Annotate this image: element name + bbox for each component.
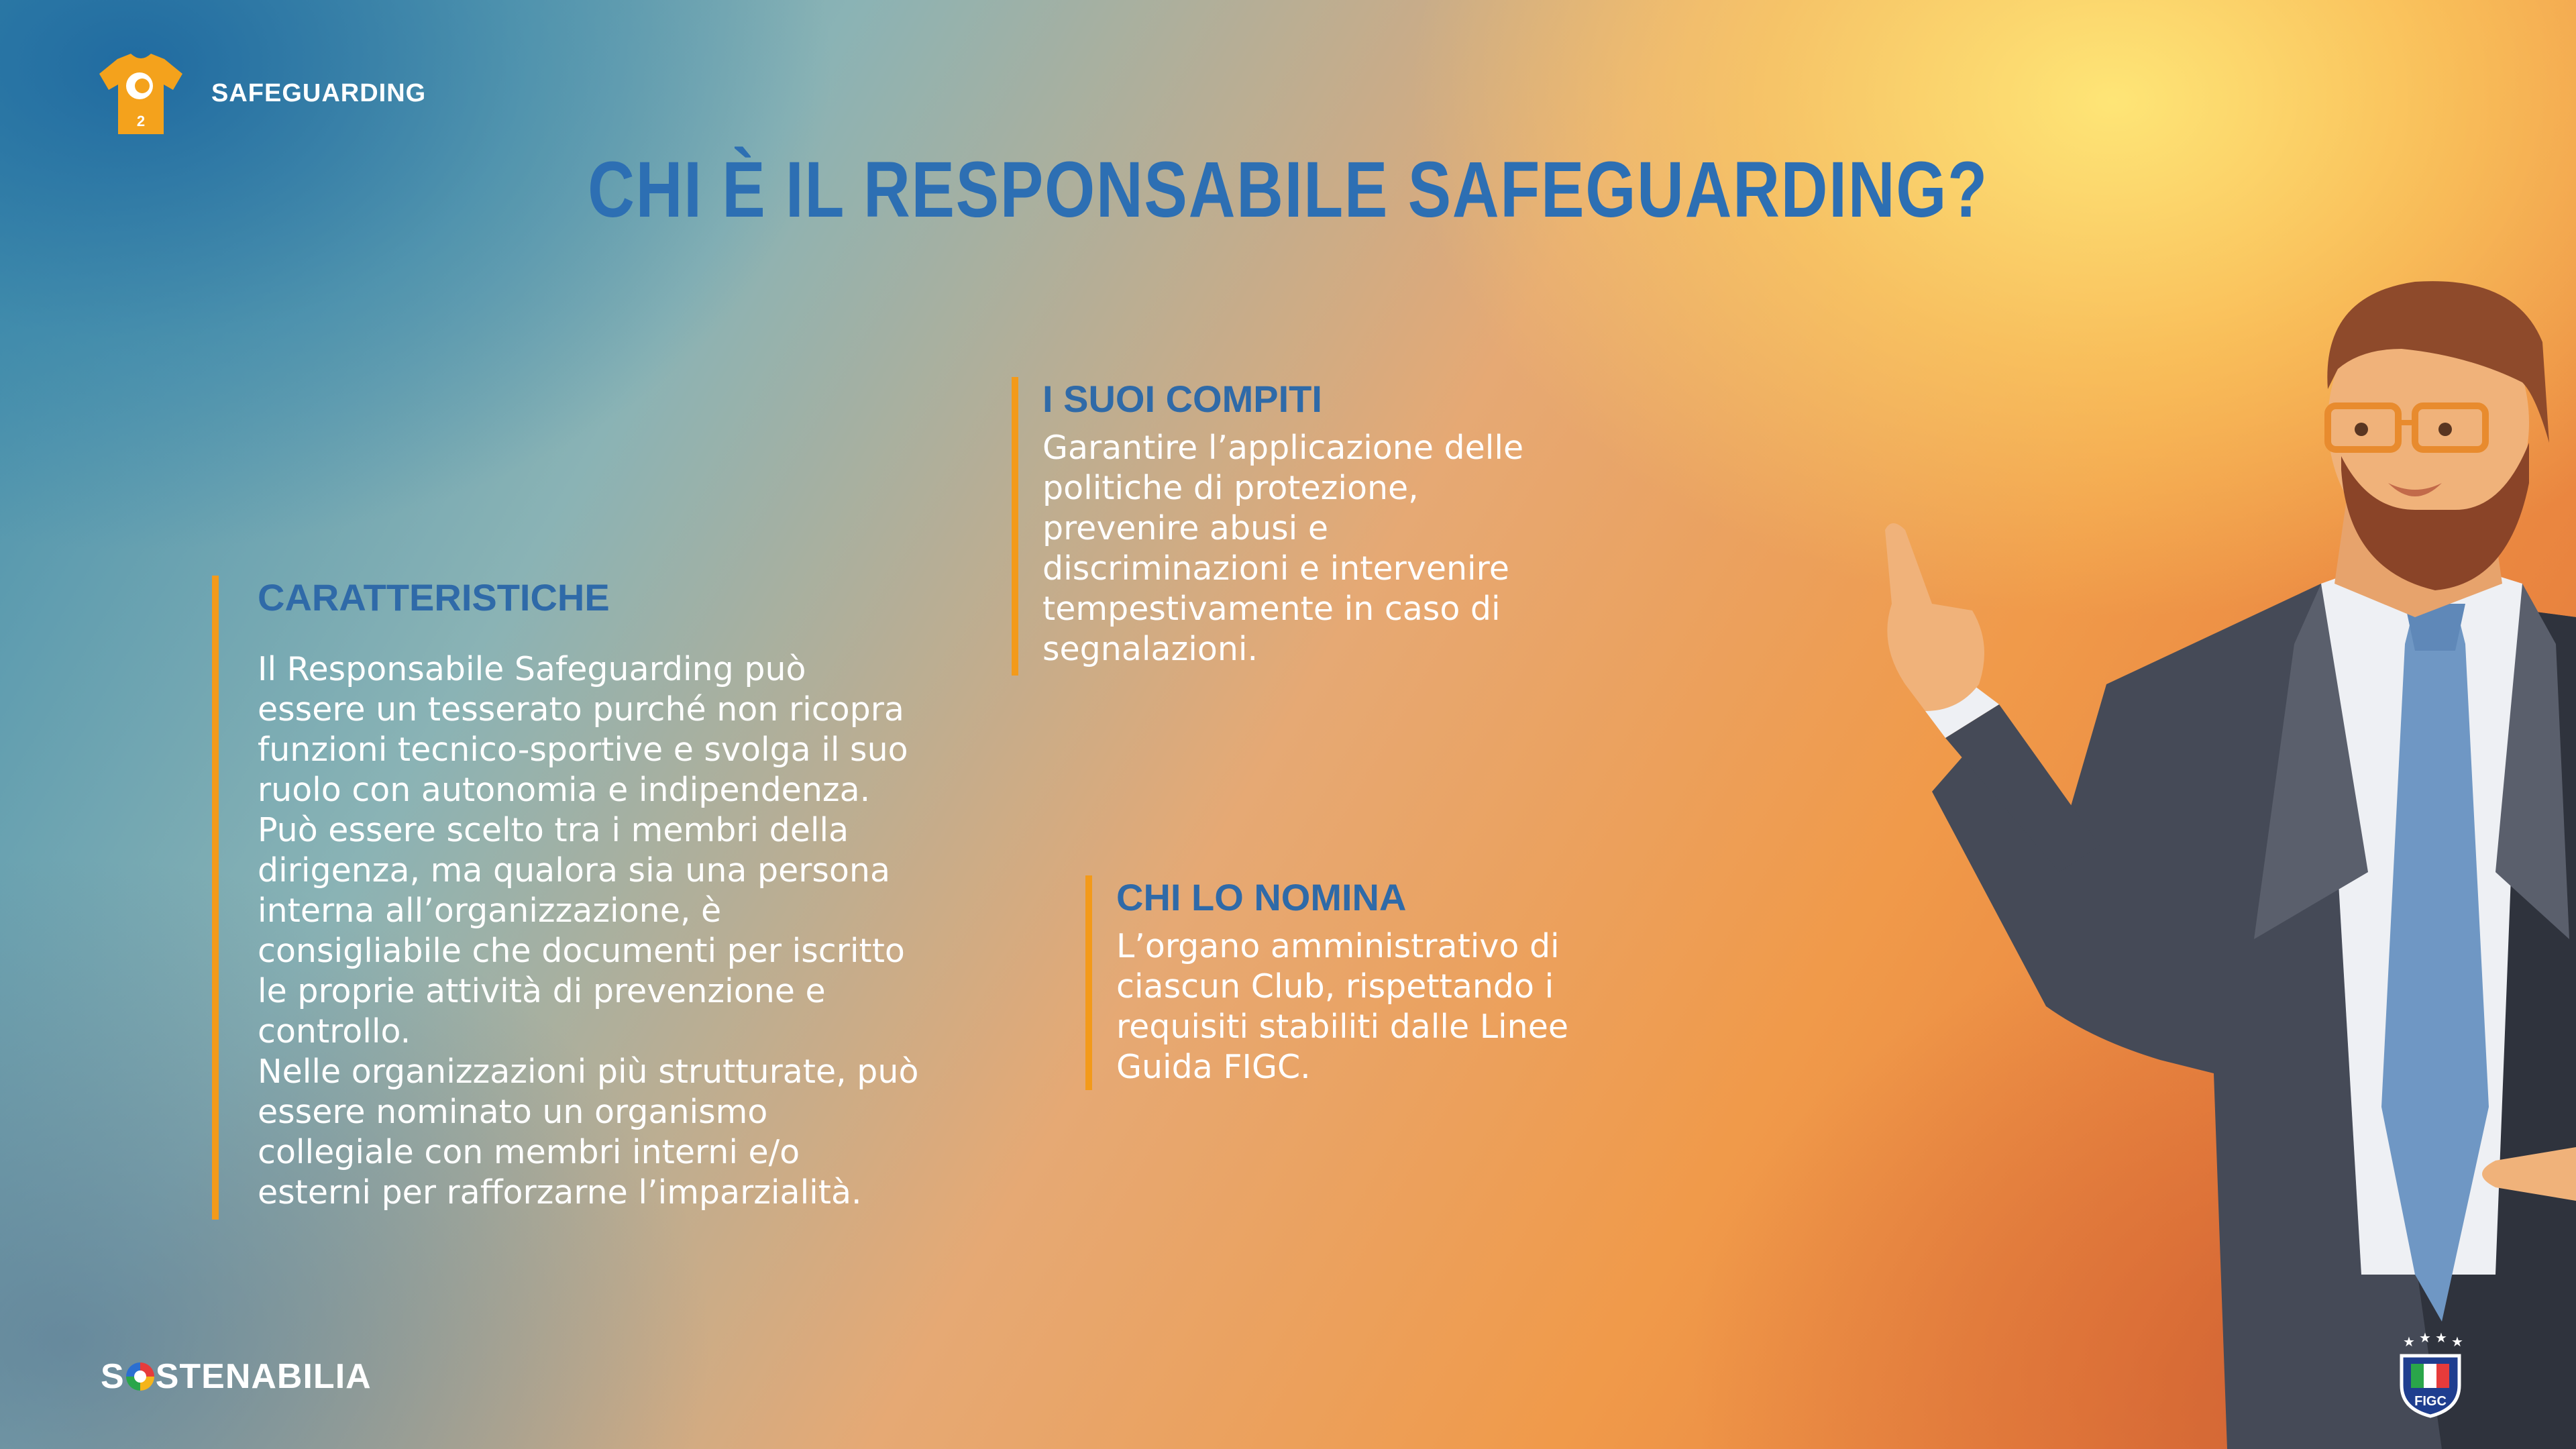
body-line: collegiale con membri interni e/o	[258, 1133, 800, 1171]
block-heading: CHI LO NOMINA	[1116, 876, 1407, 918]
body-line: prevenire abusi e	[1042, 509, 1328, 547]
body-line: controllo.	[258, 1012, 411, 1051]
body-line: Guida FIGC.	[1116, 1048, 1311, 1086]
body-line: Garantire l’applicazione delle	[1042, 429, 1524, 467]
body-line: Nelle organizzazioni più strutturate, può	[258, 1053, 919, 1091]
block-body	[258, 649, 955, 1213]
badge-number: 2	[136, 113, 146, 129]
page-title: CHI È IL RESPONSABILE SAFEGUARDING?	[588, 146, 1988, 234]
body-line: Può essere scelto tra i membri della	[258, 811, 849, 849]
body-line: esterni per rafforzarne l’imparzialità.	[258, 1173, 862, 1212]
body-line: le proprie attività di prevenzione e	[258, 972, 826, 1010]
body-line: funzioni tecnico-sportive e svolga il suo	[258, 731, 908, 769]
svg-text:★: ★	[2403, 1334, 2415, 1350]
svg-text:★: ★	[2435, 1332, 2447, 1346]
body-line: essere nominato un organismo	[258, 1093, 768, 1131]
body-line: Il Responsabile Safeguarding può	[258, 650, 806, 688]
brand-prefix: S	[101, 1357, 125, 1396]
body-line: requisiti stabiliti dalle Linee	[1116, 1008, 1568, 1046]
block-body	[1116, 926, 1693, 1087]
block-caratteristiche	[212, 576, 950, 1220]
svg-text:★: ★	[2451, 1334, 2463, 1350]
accent-bar	[1085, 875, 1092, 1090]
block-nomina	[1085, 875, 1689, 1090]
body-line: discriminazioni e intervenire	[1042, 549, 1509, 588]
figc-crest-icon	[2394, 1332, 2467, 1419]
brand-circle-icon	[126, 1362, 154, 1391]
sostenabilia-logo	[101, 1356, 372, 1397]
body-line: consigliabile che documenti per iscritto	[258, 932, 905, 970]
orange-shirt-icon	[94, 47, 188, 141]
body-line: dirigenza, ma qualora sia una persona	[258, 851, 890, 890]
body-line: segnalazioni.	[1042, 630, 1258, 668]
body-line: ciascun Club, rispettando i	[1116, 967, 1554, 1006]
svg-text:★: ★	[2419, 1332, 2431, 1346]
body-line: tempestivamente in caso di	[1042, 590, 1501, 628]
section-label: SAFEGUARDING	[211, 79, 427, 107]
man-pointing-illustration	[1744, 268, 2576, 1449]
accent-bar	[1012, 377, 1018, 676]
block-heading: I SUOI COMPITI	[1042, 378, 1322, 420]
body-line: L’organo amministrativo di	[1116, 927, 1560, 965]
body-line: essere un tesserato purché non ricopra	[258, 690, 904, 729]
federation-text: FIGC	[2414, 1394, 2447, 1409]
body-line: interna all’organizzazione, è	[258, 892, 722, 930]
body-line: ruolo con autonomia e indipendenza.	[258, 771, 871, 809]
block-body	[1042, 428, 1619, 669]
brand-suffix: STENABILIA	[155, 1357, 372, 1396]
accent-bar	[212, 576, 219, 1220]
block-heading: CARATTERISTICHE	[258, 576, 610, 619]
body-line: politiche di protezione,	[1042, 469, 1419, 507]
block-compiti	[1012, 377, 1615, 676]
